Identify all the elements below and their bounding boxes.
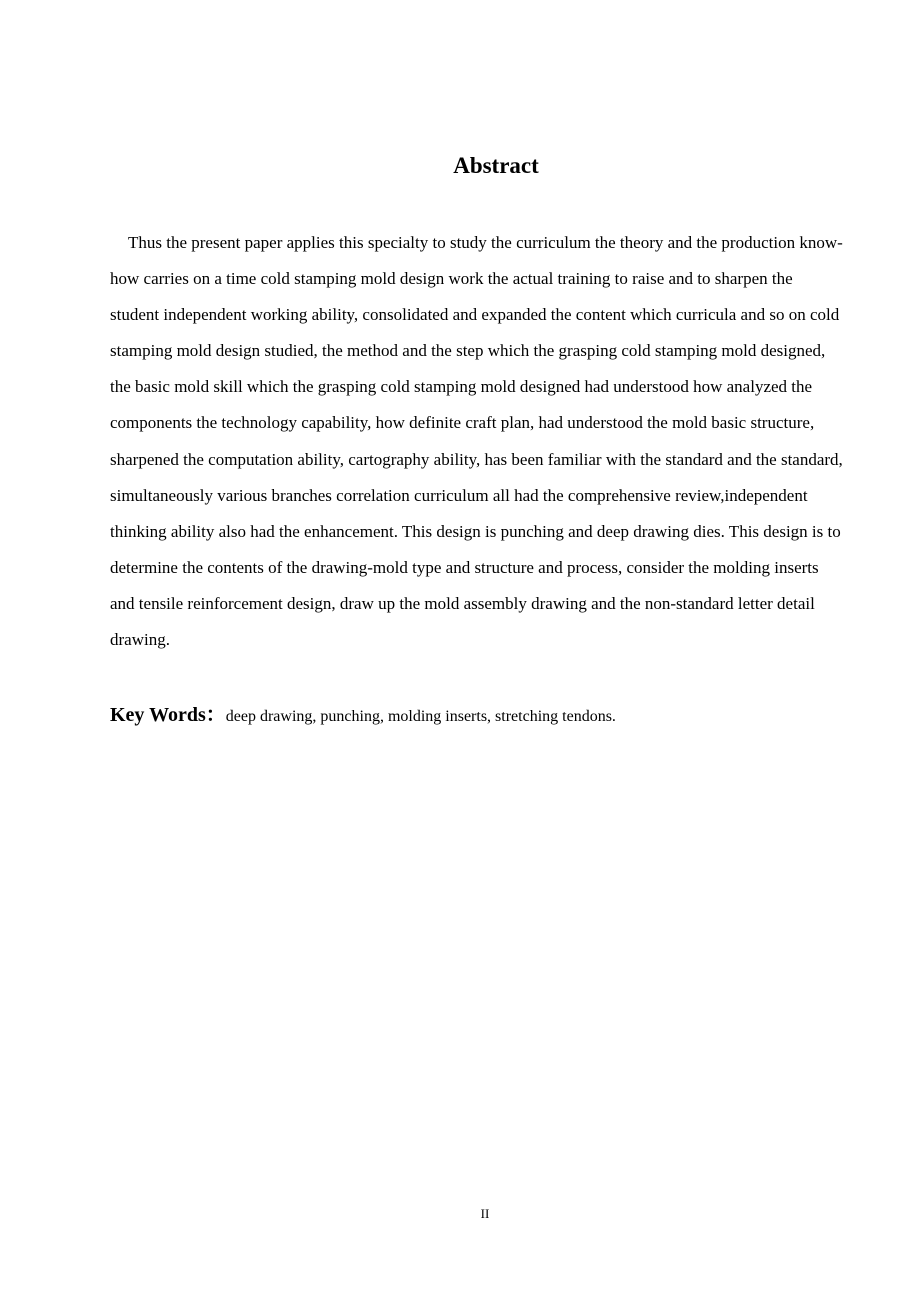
abstract-body: Thus the present paper applies this specialty to study the curriculum the theory and the production know-how carries on a time cold stamping mold design work the actual training to raise and to sharpen the student independent working ability, consolidated and expanded the content which curricula and so on cold stamping mold design studied, the method and the step which the grasping cold stamping mold designed, the basic mold skill which the grasping cold stamping mold designed had understood how analyzed the components the technology capability, how definite craft plan, had understood the mold basic structure, sharpened the computation ability, cartography ability, has been familiar with the standard and the standard, simultaneously various branches correlation curriculum all had the comprehensive review,independent thinking ability also had the enhancement. This design is punching and deep drawing dies. This design is to determine the contents of the drawing-mold type and structure and process, consider the molding inserts and tensile reinforcement design, draw up the mold assembly drawing and the non-standard letter detail drawing. [110,233,843,650]
keywords-label: Key Words： [110,704,226,726]
page-title: Abstract [453,153,539,178]
page-number: II [480,1206,490,1221]
keywords-line [110,699,830,733]
keywords-value: deep drawing, punching, molding inserts, stretching tendons. [225,708,616,725]
